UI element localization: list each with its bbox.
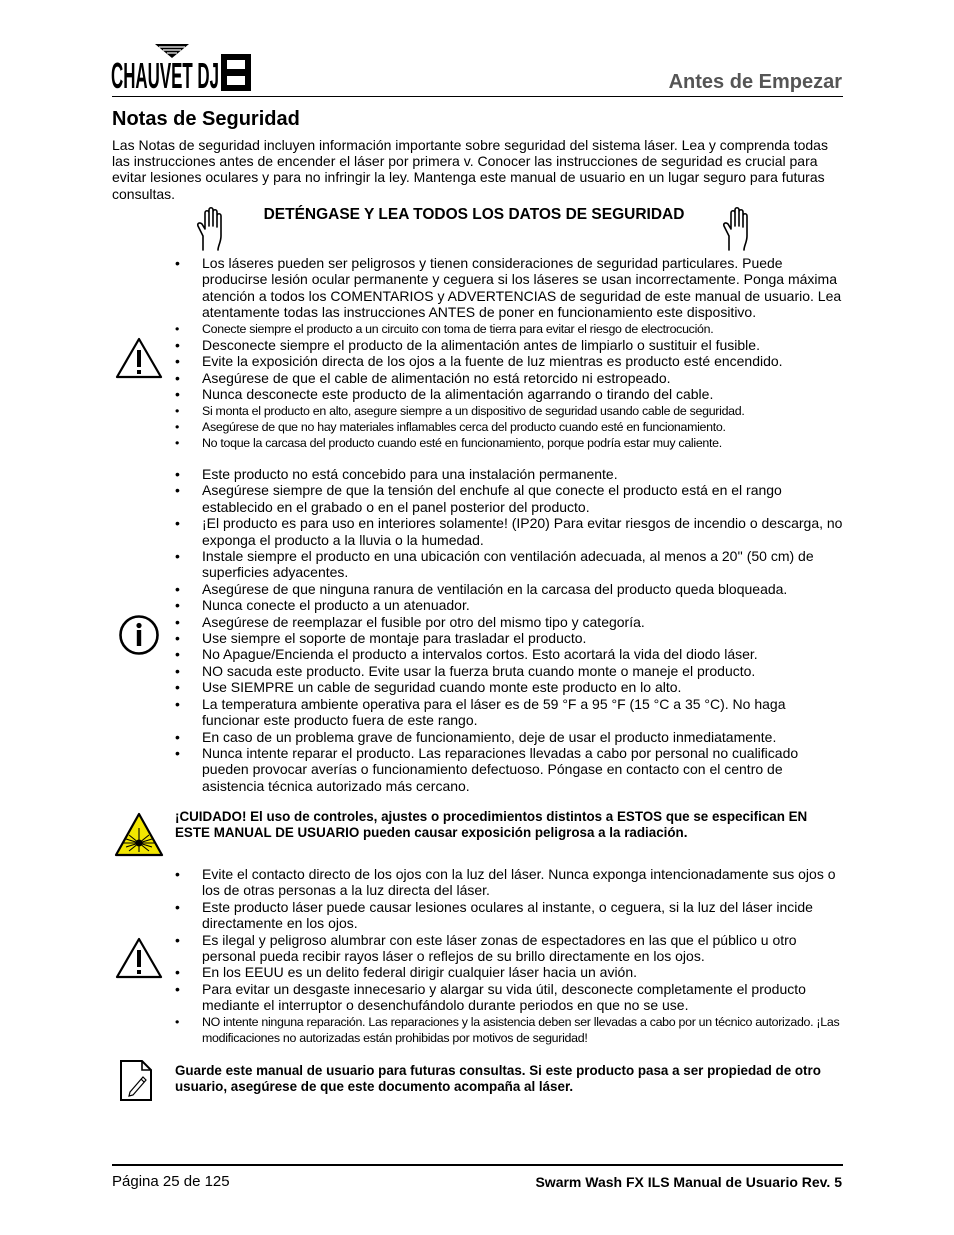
list-item: • NO intente ninguna reparación. Las reparaciones y la asistencia deben ser llevadas a cabo por un técnico autorizado. ¡Las modificaciones no autorizadas están prohibidas por motivos de seguridad! [175, 1014, 845, 1047]
list-item: • ¡El producto es para uso en interiores solamente! (IP20) Para evitar riesgos de incendio o descarga, no exponga el producto a la lluvia o la humedad. [175, 515, 845, 548]
laser-caution-text: ¡CUIDADO! El uso de controles, ajustes o procedimientos distintos a ESTOS que se especifican EN ESTE MANUAL DE USUARIO pueden causar exposición peligrosa a la radiación. [175, 809, 808, 840]
list-item: • Asegúrese de que el cable de alimentación no está retorcido ni estropeado. [175, 370, 845, 386]
list-item: • Nunca desconecte este producto de la alimentación agarrando o tirando del cable. [175, 386, 845, 402]
keep-manual-note: Guarde este manual de usuario para futuras consultas. Si este producto pasa a ser propiedad de otro usuario, asegúrese de que este documento acompaña al láser. [175, 1063, 821, 1094]
list-item: • Evite el contacto directo de los ojos con la luz del láser. Nunca exponga intencionadamente sus ojos o los de otras personas a la luz directa del láser. [175, 866, 845, 899]
info-icon [118, 614, 160, 661]
page-number: Página 25 de 125 [112, 1173, 230, 1190]
list-item: • Use SIEMPRE un cable de seguridad cuando monte este producto en lo alto. [175, 679, 845, 695]
intro-paragraph: Las Notas de seguridad incluyen información importante sobre seguridad del sistema láser. Lea y comprenda todas las instrucciones antes de encender el láser por primera v. Conocer las instrucciones de seguridad es crucial para evitar lesiones oculares y para no infringir la ley. Mantenga este manual de usuario en un lugar seguro para futuras consultas. [112, 137, 828, 202]
list-item: • NO sacuda este producto. Evite usar la fuerza bruta cuando monte o maneje el producto. [175, 663, 845, 679]
laser-bullet-list [175, 866, 845, 1046]
list-item: • Desconecte siempre el producto de la alimentación antes de limpiarlo o sustituir el fusible. [175, 337, 845, 353]
list-item: • Asegúrese siempre de que la tensión del enchufe al que conecte el producto está en el rango establecido en el grabado o en el panel posterior del producto. [175, 482, 845, 515]
list-item: • Para evitar un desgaste innecesario y alargar su vida útil, desconecte completamente el producto mediante el interruptor o desenchufándolo durante periodos en que no se use. [175, 981, 845, 1014]
list-item: • Nunca intente reparar el producto. Las reparaciones llevadas a cabo por personal no cualificado pueden provocar averías o funcionamiento defectuoso. Póngase en contacto con el centro de asistencia técnica autorizado más cercano. [175, 745, 845, 794]
stop-hand-icon [720, 206, 754, 252]
list-item: • Asegúrese de que no hay materiales inflamables cerca del producto cuando esté en funcionamiento. [175, 419, 845, 435]
svg-text:CHAUVET DJ: CHAUVET DJ [111, 55, 219, 96]
list-item: • No Apague/Encienda el producto a intervalos cortos. Esto acortará la vida del diodo láser. [175, 646, 845, 662]
note-icon [119, 1059, 153, 1107]
section-title: Antes de Empezar [668, 71, 842, 93]
list-item: • En los EEUU es un delito federal dirigir cualquier láser hacia un avión. [175, 964, 845, 980]
stop-read-heading: DETÉNGASE Y LEA TODOS LOS DATOS DE SEGURIDAD [263, 206, 685, 223]
warning-bullet-list [175, 255, 845, 452]
list-item: • Este producto no está concebido para una instalación permanente. [175, 466, 845, 482]
warning-triangle-icon [114, 336, 164, 385]
list-item: • Es ilegal y peligroso alumbrar con este láser zonas de espectadores en las que el público u otro personal pueda recibir rayos láser o reflejos de su brillo directamente en los ojos. [175, 932, 845, 965]
stop-hand-icon [194, 206, 228, 252]
list-item: • Este producto láser puede causar lesiones oculares al instante, o ceguera, si la luz del láser incide directamente en los ojos. [175, 899, 845, 932]
info-bullet-list [175, 466, 845, 794]
list-item: • Instale siempre el producto en una ubicación con ventilación adecuada, al menos a 20'' (50 cm) de superficies adyacentes. [175, 548, 845, 581]
laser-warning-icon [114, 812, 164, 862]
list-item: • La temperatura ambiente operativa para el láser es de 59 °F a 95 °F (15 °C a 35 °C). No haga funcionar este producto fuera de este rango. [175, 696, 845, 729]
page-title: Notas de Seguridad [112, 108, 300, 130]
warning-triangle-icon [114, 936, 164, 985]
list-item: • Conecte siempre el producto a un circuito con toma de tierra para evitar el riesgo de electrocución. [175, 321, 845, 337]
list-item: • Asegúrese de reemplazar el fusible por otro del mismo tipo y categoría. [175, 614, 845, 630]
list-item: • En caso de un problema grave de funcionamiento, deje de usar el producto inmediatamente. [175, 729, 845, 745]
footer-divider [112, 1164, 843, 1166]
list-item: • Nunca conecte el producto a un atenuador. [175, 597, 845, 613]
chauvet-dj-logo [111, 36, 256, 94]
list-item: • No toque la carcasa del producto cuando esté en funcionamiento, porque podría estar muy caliente. [175, 435, 845, 451]
list-item: • Si monta el producto en alto, asegure siempre a un dispositivo de seguridad usando cable de seguridad. [175, 403, 845, 419]
manual-title: Swarm Wash FX ILS Manual de Usuario Rev. 5 [535, 1174, 842, 1190]
list-item: • Los láseres pueden ser peligrosos y tienen consideraciones de seguridad particulares. Puede producirse lesión ocular permanente y ceguera si los láseres se usan incorrectamente. Ponga máxima atención a todos los COMENTARIOS y ADVERTENCIAS de seguridad de este manual de usuario. Lea atentamente todas las instrucciones ANTES de poner en funcionamiento este dispositivo. [175, 255, 845, 321]
list-item: • Asegúrese de que ninguna ranura de ventilación en la carcasa del producto queda bloqueada. [175, 581, 845, 597]
list-item: • Use siempre el soporte de montaje para trasladar el producto. [175, 630, 845, 646]
header-divider [112, 96, 843, 97]
list-item: • Evite la exposición directa de los ojos a la fuente de luz mientras es producto esté encendido. [175, 353, 845, 369]
